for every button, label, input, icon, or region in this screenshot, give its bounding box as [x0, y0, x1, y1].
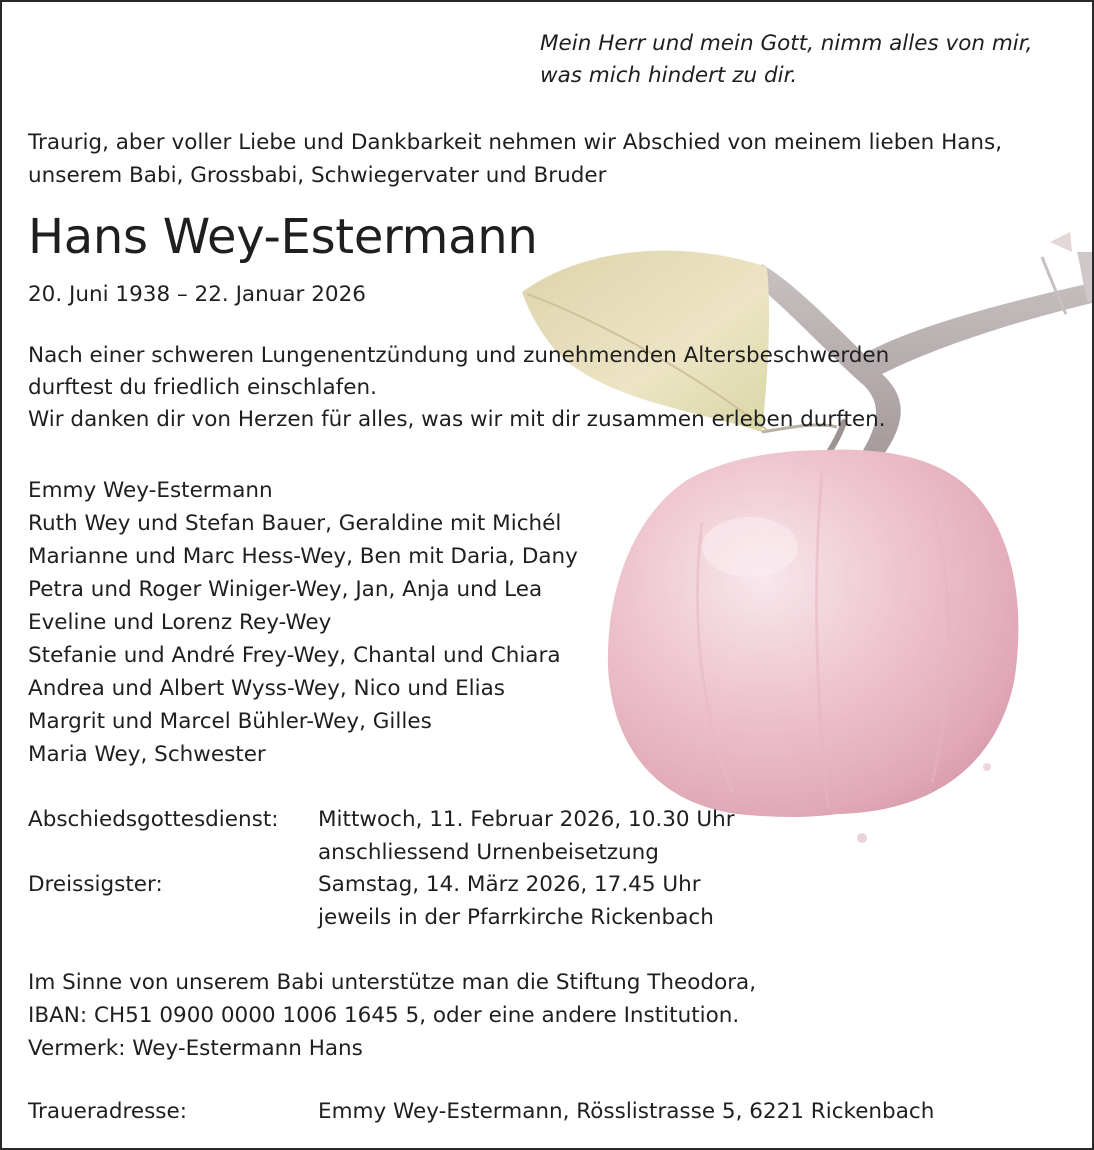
message-line: durftest du friedlich einschlafen.: [28, 375, 377, 400]
donation-note: [28, 966, 756, 1065]
motto-line: was mich hindert zu dir.: [540, 63, 798, 88]
donation-line: Vermerk: Wey-Estermann Hans: [28, 1036, 363, 1061]
service-row-thirtieth: [28, 869, 735, 934]
service-label: Abschiedsgottesdienst:: [28, 807, 279, 832]
mourner-entry: Ruth Wey und Stefan Bauer, Geraldine mit Michél: [28, 511, 562, 536]
mourner-entry: Petra und Roger Winiger-Wey, Jan, Anja und Lea: [28, 577, 543, 602]
mourner-entry: Margrit und Marcel Bühler-Wey, Gilles: [28, 709, 432, 734]
service-info: [318, 804, 735, 869]
address-value: Emmy Wey-Estermann, Rösslistrasse 5, 6221 Rickenbach: [318, 1099, 935, 1124]
service-details: [28, 804, 735, 934]
motto-quote: [540, 28, 1032, 92]
intro-text: [28, 126, 1002, 192]
service-line: jeweils in der Pfarrkirche Rickenbach: [318, 904, 714, 930]
message-line: Wir danken dir von Herzen für alles, was wir mit dir zusammen erleben durften.: [28, 407, 886, 432]
mourners-list: [28, 474, 578, 771]
mourner-entry: Stefanie und André Frey-Wey, Chantal und Chiara: [28, 643, 561, 668]
service-line: Samstag, 14. März 2026, 17.45 Uhr: [318, 872, 701, 897]
donation-line: Im Sinne von unserem Babi unterstütze man die Stiftung Theodora,: [28, 970, 757, 995]
intro-line: unserem Babi, Grossbabi, Schwiegervater und Bruder: [28, 163, 607, 188]
service-line: anschliessend Urnenbeisetzung: [318, 839, 659, 865]
mourner-entry: Emmy Wey-Estermann: [28, 478, 273, 503]
farewell-message: [28, 340, 889, 436]
service-info: [318, 869, 714, 934]
donation-line: IBAN: CH51 0900 0000 1006 1645 5, oder eine andere Institution.: [28, 1003, 740, 1028]
mourner-entry: Andrea und Albert Wyss-Wey, Nico und Elias: [28, 676, 505, 701]
deceased-name: Hans Wey-Estermann: [28, 209, 538, 265]
motto-line: Mein Herr und mein Gott, nimm alles von mir,: [540, 31, 1033, 56]
service-row-farewell: [28, 804, 735, 869]
address-label: Traueradresse:: [28, 1099, 187, 1124]
service-line: Mittwoch, 11. Februar 2026, 10.30 Uhr: [318, 807, 735, 832]
service-label: Dreissigster:: [28, 872, 163, 897]
message-line: Nach einer schweren Lungenentzündung und zunehmenden Altersbeschwerden: [28, 343, 890, 368]
mourning-address: [28, 1096, 934, 1128]
intro-line: Traurig, aber voller Liebe und Dankbarkeit nehmen wir Abschied von meinem lieben Hans,: [28, 130, 1003, 155]
mourner-entry: Marianne und Marc Hess-Wey, Ben mit Daria, Dany: [28, 544, 578, 569]
mourner-entry: Maria Wey, Schwester: [28, 742, 266, 767]
life-dates: 20. Juni 1938 – 22. Januar 2026: [28, 282, 366, 307]
mourner-entry: Eveline und Lorenz Rey-Wey: [28, 610, 332, 635]
